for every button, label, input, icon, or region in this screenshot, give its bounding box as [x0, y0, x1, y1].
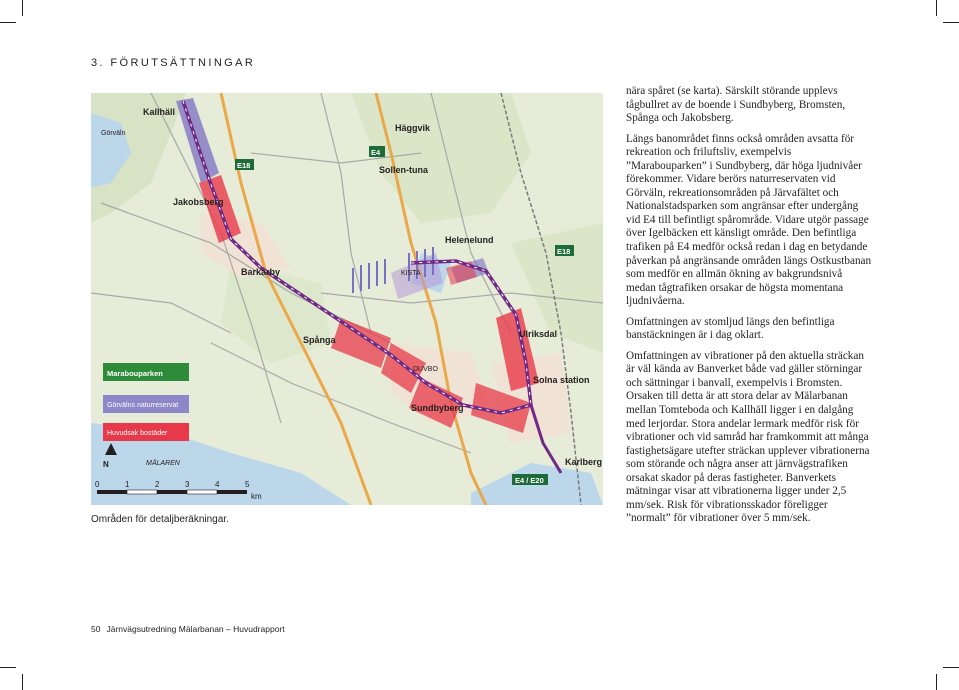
- road-label-e18: E18: [557, 247, 571, 256]
- scale-tick-5: 5: [245, 480, 250, 489]
- crop-mark: [0, 22, 16, 23]
- crop-mark: [943, 22, 959, 23]
- report-title: Järnvägsutredning Mälarbanan – Huvudrapport: [106, 624, 285, 634]
- scale-tick-0: 0: [95, 480, 100, 489]
- scale-bar: [97, 490, 247, 494]
- scale-tick-1: 1: [125, 480, 130, 489]
- label-malaren: MÄLAREN: [146, 460, 180, 467]
- label-karlberg: Karlberg: [565, 457, 603, 467]
- label-sundbyberg: Sundbyberg: [411, 403, 464, 413]
- label-sollentuna: Sollen-tuna: [379, 165, 428, 175]
- crop-mark: [0, 667, 16, 668]
- crop-mark: [936, 0, 937, 16]
- label-ulriksdal: Ulriksdal: [519, 329, 558, 339]
- crop-mark: [22, 674, 23, 690]
- crop-mark: [22, 0, 23, 16]
- map-caption: Områden för detaljberäkningar.: [91, 514, 229, 525]
- page-number: 50: [91, 624, 101, 634]
- body-text: [626, 85, 874, 533]
- label-jakobsberg: Jakobsberg: [173, 197, 224, 207]
- crop-mark: [936, 674, 937, 690]
- label-haggvik: Häggvik: [395, 123, 431, 133]
- legend-label-gorvalns: Görvälns naturreservat: [107, 402, 179, 409]
- paragraph: Omfattningen av stomljud längs den befintliga banstäckningen är i dag oklart.: [626, 315, 835, 342]
- map-svg: [91, 93, 603, 505]
- paragraph: Längs banområdet finns också områden avsatta för rekreation och friluftsliv, exempelvis ”Marabouparken” i Sundbyberg, där höga ljudnivåer förekommer. Vidare berörs naturreservaten vid Görväln, rekreationsområden på Järvafältet och Nationalstadsparken som angränsar efter undergång vid E4 till befintligt spårområde. Vidare utgör passage över Igelbäcken ett känsligt område. Den befintliga trafiken på E4 medför också redan i dag en betydande påverkan på angränsande områden längs Ostkustbanan som medför en allmän ökning av bakgrundsnivå medan tågtrafiken orsakar de högsta momentana ljudnivåerna.: [626, 132, 872, 308]
- section-title: 3. FÖRUTSÄTTNINGAR: [91, 57, 256, 69]
- paragraph: nära spåret (se karta). Särskilt störande upplevs tågbullret av de boende i Sundbyberg, Bromsten, Spånga och Jakobsberg.: [626, 85, 846, 125]
- road-label-e4-e20: E4 / E20: [515, 476, 544, 485]
- road-label-e18: E18: [237, 161, 251, 170]
- scale-tick-3: 3: [185, 480, 190, 489]
- legend-label-marabouparken: Marabouparken: [107, 369, 163, 378]
- scale-tick-4: 4: [215, 480, 220, 489]
- scale-unit: km: [251, 492, 262, 501]
- label-barkarby: Barkarby: [241, 267, 281, 277]
- label-gorvaln: Görväln: [101, 130, 126, 137]
- scale-tick-2: 2: [155, 480, 160, 489]
- label-solna-station: Solna station: [533, 375, 590, 385]
- road-label-e4: E4: [371, 148, 381, 157]
- label-kista: KISTA: [401, 270, 421, 277]
- label-kallhall: Kallhäll: [143, 107, 176, 117]
- page-footer: [91, 624, 285, 634]
- label-helenelund: Helenelund: [445, 235, 494, 245]
- crop-mark: [943, 667, 959, 668]
- north-label: N: [103, 460, 109, 469]
- label-duvbo: DUVBO: [413, 366, 438, 373]
- paragraph: Omfattningen av vibrationer på den aktuella sträckan är väl kända av Banverket både vad gäller störningar och sättningar i banvall, exempelvis i Bromsten. Orsaken till detta är att stora delar av Mälarbanan mellan Tomteboda och Kallhäll ligger i en dalgång med lerjordar. Stora andelar lermark medför risk för vibrationer och vid samråd har framkommit att många fastighetsägare utefter sträckan upplever vibrationerna som störande och några anser att järnvägstrafiken orsakat skador på deras fastigheter. Banverkets mätningar visar att vibrationerna ligger under 2,5 mm/sek. Risk för vibrationsskador föreligger ”normalt” för vibrationer över 5 mm/sek.: [626, 349, 870, 525]
- label-spanga: Spånga: [303, 335, 336, 345]
- legend-label-huvudsak: Huvudsak bostäder: [107, 430, 168, 437]
- area-map: [91, 93, 603, 505]
